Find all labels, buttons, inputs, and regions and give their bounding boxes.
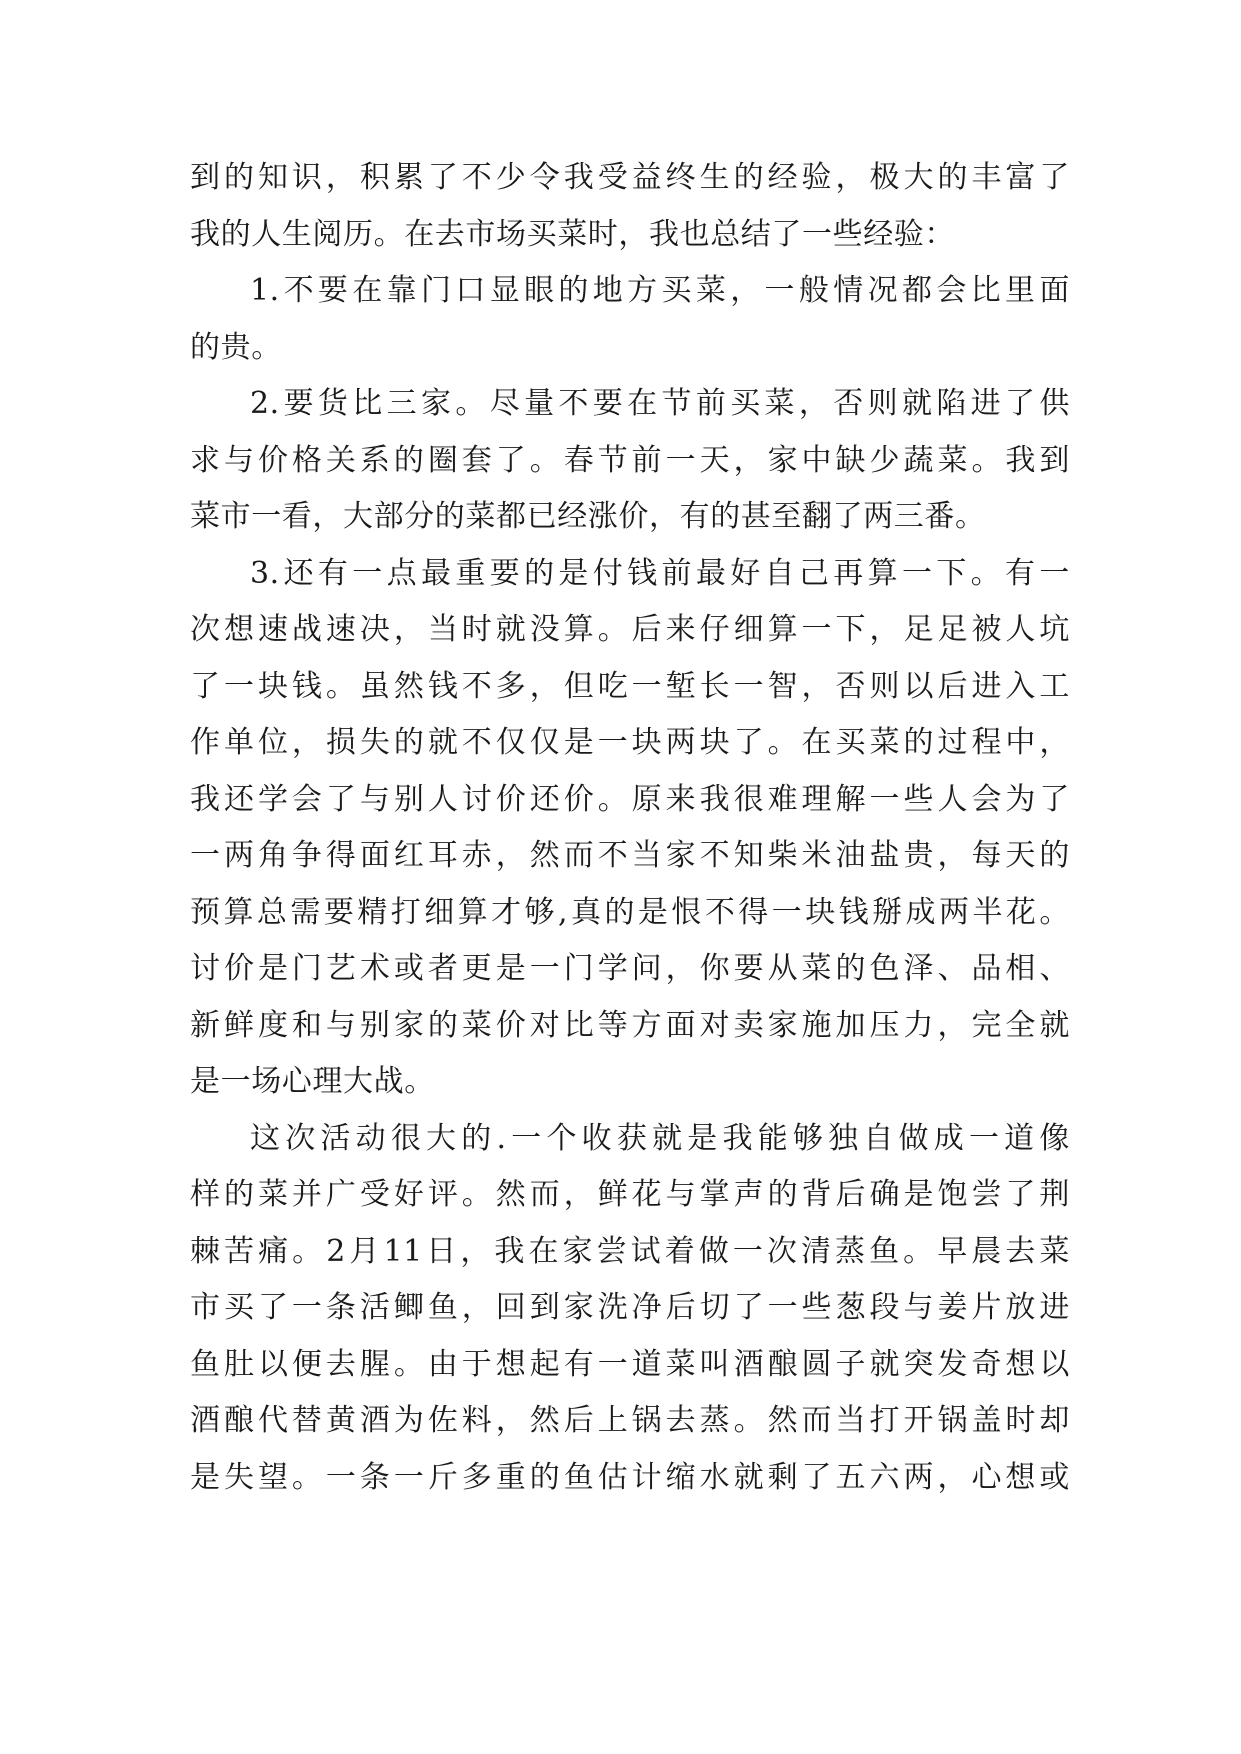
text-line: 到的知识，积累了不少令我受益终生的经验，极大的丰富了 xyxy=(190,160,1070,195)
text-line: 我的人生阅历。在去市场买菜时，我也总结了一些经验： xyxy=(190,216,955,252)
body-text xyxy=(190,150,1070,1506)
text-line: 这次活动很大的.一个收获就是我能够独自做成一道像 xyxy=(250,1120,1070,1156)
text-line: 求与价格关系的圈套了。春节前一天，家中缺少蔬菜。我到 xyxy=(190,442,1070,478)
text-line: 3.还有一点最重要的是付钱前最好自己再算一下。有一 xyxy=(250,555,1070,591)
text-line: 鱼肚以便去腥。由于想起有一道菜叫酒酿圆子就突发奇想以 xyxy=(190,1346,1070,1382)
text-line: 讨价是门艺术或者更是一门学问，你要从菜的色泽、品相、 xyxy=(190,951,1070,986)
text-line: 一两角争得面红耳赤，然而不当家不知柴米油盐贵，每天的 xyxy=(190,838,1070,873)
text-line: 1.不要在靠门口显眼的地方买菜，一般情况都会比里面 xyxy=(250,273,1070,308)
text-line: 菜市一看，大部分的菜都已经涨价，有的甚至翻了两三番。 xyxy=(190,499,986,534)
text-line: 我还学会了与别人讨价还价。原来我很难理解一些人会为了 xyxy=(190,781,1070,817)
text-line: 市买了一条活鲫鱼，回到家洗净后切了一些葱段与姜片放进 xyxy=(190,1290,1070,1325)
text-line: 棘苦痛。2月11日，我在家尝试着做一次清蒸鱼。早晨去菜 xyxy=(190,1233,1070,1269)
text-line: 酒酿代替黄酒为佐料，然后上锅去蒸。然而当打开锅盖时却 xyxy=(190,1403,1070,1438)
text-line: 是失望。一条一斤多重的鱼估计缩水就剩了五六两，心想或 xyxy=(190,1459,1070,1495)
text-line: 作单位，损失的就不仅仅是一块两块了。在买菜的过程中， xyxy=(190,725,1070,760)
text-line: 次想速战速决，当时就没算。后来仔细算一下，足足被人坑 xyxy=(190,612,1070,647)
text-line: 了一块钱。虽然钱不多，但吃一堑长一智，否则以后进入工 xyxy=(190,668,1070,704)
text-line: 是一场心理大战。 xyxy=(190,1064,435,1099)
text-line: 样的菜并广受好评。然而，鲜花与掌声的背后确是饱尝了荆 xyxy=(190,1177,1070,1212)
text-line: 2.要货比三家。尽量不要在节前买菜，否则就陷进了供 xyxy=(250,386,1070,421)
text-line: 预算总需要精打细算才够,真的是恨不得一块钱掰成两半花。 xyxy=(190,894,1070,930)
text-line: 的贵。 xyxy=(190,329,282,365)
text-line: 新鲜度和与别家的菜价对比等方面对卖家施加压力，完全就 xyxy=(190,1007,1070,1043)
